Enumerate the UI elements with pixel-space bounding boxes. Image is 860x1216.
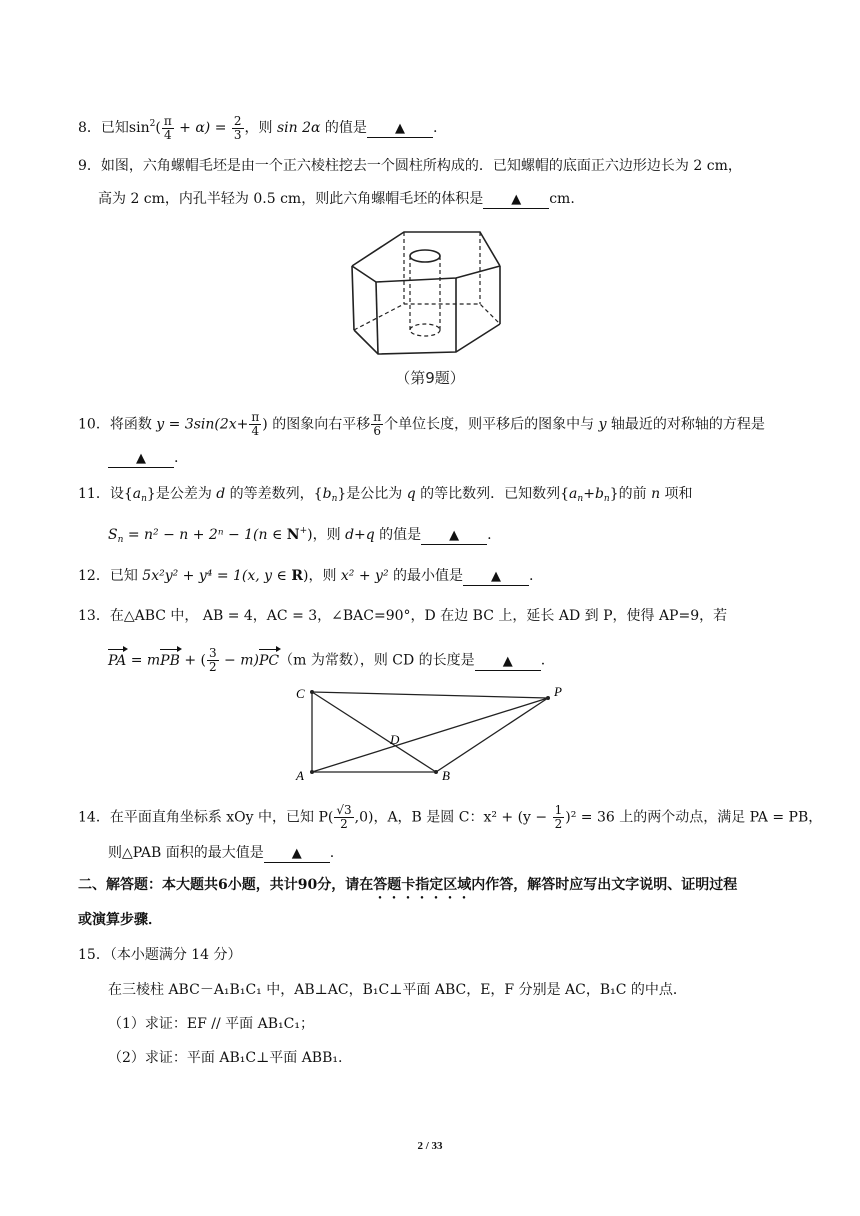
point-label-c: C [296,686,305,701]
question-10-answer: ▲ . [108,448,178,468]
fraction-2-over-3: $\frac{2}{3}$ [233,113,242,142]
answer-blank[interactable]: ▲ [421,528,487,545]
question-8: 8．已知$\sin^2$( $\frac{\pi}{4}$ + α) = $\frac{2}{3}$ ，则 sin 2α 的值是 ▲ . [78,113,438,142]
question-13-line-2: PA = mPB + ( $\frac{3}{2}$ − m)PC（m 为常数），则 CD 的长度是 ▲ . [108,646,546,674]
question-15-part-2: （2）求证：平面 AB₁C⊥平面 ABB₁. [108,1050,343,1066]
question-12: 12．已知 5x²y² + y⁴ = 1(x, y ∈ R)，则 x² + y² 的最小值是 ▲ . [78,568,534,584]
question-9-line-2: 高为 2 cm，内孔半轻为 0.5 cm，则此六角螺帽毛坯的体积是 ▲ cm. [98,191,575,207]
point-label-a: A [296,768,304,783]
question-10: 10．将函数 y = 3sin(2x+ $\frac{\pi}{4}$ ) 的图象向右平移 $\frac{\pi}{6}$ 个单位长度，则平移后的图象中与 y 轴最近的对称轴的方程是 [78,410,765,438]
question-15-header: 15．（本小题满分 14 分） [78,947,242,963]
question-15-part-1: （1）求证：EF // 平面 AB₁C₁； [108,1016,314,1032]
answer-blank[interactable]: ▲ [367,121,433,138]
question-15-stem: 在三棱柱 ABC－A₁B₁C₁ 中，AB⊥AC，B₁C⊥平面 ABC，E，F 分别是 AC，B₁C 的中点． [108,982,687,998]
answer-blank[interactable]: ▲ [475,654,541,671]
answer-blank[interactable]: ▲ [264,846,330,863]
question-14-line-1: 14．在平面直角坐标系 xOy 中，已知 P( $\frac{√3}{2}$ ,0)，A，B 是圆 C：x² + (y − $\frac{1}{2}$ )² = 36 上的两个动点，满足 PA = PB， [78,803,823,831]
page-number: 2 / 33 [417,1140,443,1152]
question-11-line-2: $S_n = n^2 - n + 2^n - 1(n$ ∈ N+)，则 d+q 的值是 ▲ . [108,526,492,545]
question-9-line-1: 9．如图，六角螺帽毛坯是由一个正六棱柱挖去一个圆柱所构成的．已知螺帽的底面正六边形边长为 2 cm， [78,158,742,174]
point-label-b: B [442,768,450,783]
section-2-heading-cont: 或演算步骤． [78,912,162,928]
question-11-line-1: 11．设$\{a_n\}$是公差为 d 的等差数列，$\{b_n\}$是公比为 q 的等比数列．已知数列$\{a_n+b_n\}$的前 n 项和 [78,486,693,504]
answer-blank[interactable]: ▲ [463,569,529,586]
figure-9-caption: （第9题） [395,369,465,387]
triangle-figure [290,684,580,784]
answer-blank[interactable]: ▲ [108,451,174,468]
fraction-pi-over-4: $\frac{\pi}{4}$ [163,113,172,142]
point-label-p: P [554,684,562,699]
answer-blank[interactable]: ▲ [483,192,549,209]
section-2-heading: 二、解答题：本大题共6小题，共计90分，请在答题卡指定区域内作答，解答时应写出文字说明、证明过程 [78,877,738,893]
question-13-line-1: 13．在△ABC 中， AB = 4，AC = 3，∠BAC=90°，D 在边 BC 上，延长 AD 到 P，使得 AP=9，若 [78,608,728,624]
question-14-line-2: 则△PAB 面积的最大值是 ▲ . [108,845,335,861]
point-label-d: D [390,732,400,747]
